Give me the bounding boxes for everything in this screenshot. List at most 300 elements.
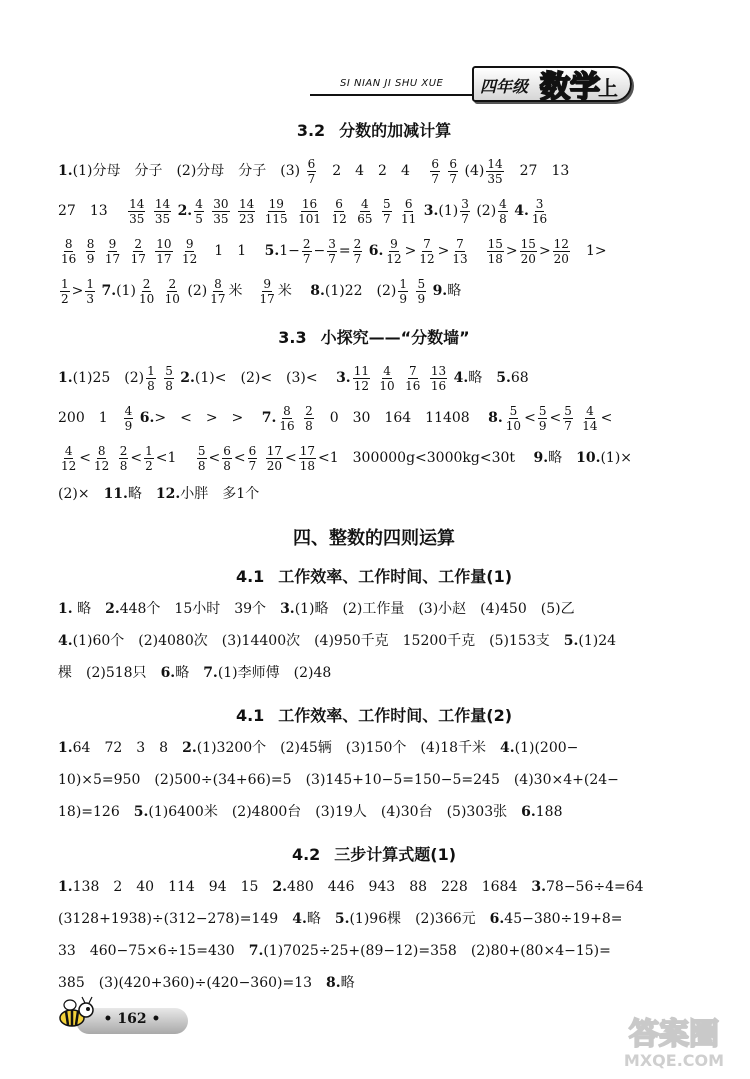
question-number: 6. (521, 804, 536, 820)
answer-text: 27 13 (505, 163, 570, 179)
answer-text: 7 (382, 211, 391, 226)
answer-text: 棵 (2)518只 (58, 665, 161, 681)
question-number: 9. (432, 283, 448, 299)
answer-text: 115 (264, 211, 288, 226)
answer-text: 18 (299, 458, 315, 473)
fraction (307, 157, 317, 186)
answer-text: 10 (138, 291, 155, 306)
answer-text: 12 (386, 251, 402, 266)
answer-text: 17 (130, 251, 146, 266)
section-title (58, 564, 690, 587)
answer-text: 米 (277, 283, 306, 299)
answer-line (58, 231, 690, 271)
page-number: • 162 • (103, 1011, 161, 1027)
answer-text: 7 (461, 211, 469, 226)
answer-text: 10 (164, 291, 180, 306)
answer-text: 14 (239, 196, 255, 211)
question-number: 8. (326, 975, 341, 991)
answer-text: 1 (147, 363, 155, 378)
question-number: 2. (180, 370, 195, 386)
question-number: 1. (58, 370, 73, 386)
watermark-logo (606, 1008, 742, 1072)
answer-text: 188 (535, 804, 563, 820)
answer-text: 0 30 164 11408 (315, 410, 484, 426)
answer-content (58, 118, 690, 999)
fraction (194, 197, 204, 226)
answer-text: > < > > (154, 410, 258, 426)
question-number: 5. (133, 804, 149, 820)
question-number: 5. (563, 633, 579, 649)
answer-text: 18)=126 (58, 804, 134, 820)
answer-text: (1)6400米 (2)4800台 (3)19人 (4)30台 (5)303张 (148, 804, 522, 820)
fraction (60, 277, 70, 306)
answer-text: 略 (548, 450, 577, 466)
fraction (119, 444, 129, 473)
question-number: 4. (453, 370, 469, 386)
fraction (209, 277, 226, 306)
question-number: 8. (310, 283, 325, 299)
answer-text: (1)(200− (514, 740, 579, 756)
answer-text: (1)分母 分子 (2)分母 分子 (3) (72, 163, 301, 179)
answer-text: 7 (564, 418, 572, 433)
answer-text: (2)× (58, 486, 104, 502)
answer-text: 6 (431, 156, 439, 171)
answer-text: 15 (520, 236, 536, 251)
answer-text: 4.2 (291, 845, 321, 864)
fraction (353, 237, 363, 266)
fraction (498, 197, 508, 226)
answer-text: 1 (86, 276, 95, 291)
answer-text: 13 (452, 251, 468, 266)
question-number: 1. (58, 879, 73, 895)
answer-text: 8 (64, 236, 73, 251)
answer-text: (1)96棵 (2)366元 (349, 911, 490, 927)
answer-text: (1)李师傅 (2)48 (217, 665, 332, 681)
fraction (164, 277, 181, 306)
fraction (93, 444, 110, 473)
fraction (222, 444, 232, 473)
question-number: 4. (58, 633, 73, 649)
answer-text: 4.1 (235, 567, 265, 586)
answer-text: 7 (353, 251, 362, 266)
answer-text: < (130, 450, 143, 466)
answer-text: 略 (72, 601, 106, 617)
answer-text: 15 (487, 236, 503, 251)
answer-text: 17 (266, 443, 282, 458)
answer-text: 5 (509, 403, 518, 418)
answer-text: 4.1 (235, 706, 265, 725)
answer-text: 三步计算式题(1) (334, 845, 457, 864)
fraction (418, 237, 435, 266)
fraction (448, 157, 458, 186)
answer-text: 9 (185, 236, 194, 251)
answer-text: 1− (279, 243, 300, 259)
bee-icon (58, 996, 96, 1028)
question-number: 3. (423, 203, 439, 219)
fraction (86, 237, 96, 266)
answer-line (58, 903, 690, 935)
answer-text: 17 (299, 443, 315, 458)
answer-text: 17 (156, 251, 172, 266)
fraction (130, 237, 147, 266)
answer-text: 19 (268, 196, 284, 211)
answer-text: 12 (61, 458, 77, 473)
answer-text: 2 (145, 458, 153, 473)
answer-text: 3.2 (296, 121, 326, 140)
fraction (264, 197, 289, 226)
answer-text: 8 (499, 211, 507, 226)
answer-text: 14 (154, 196, 171, 211)
answer-line (58, 593, 690, 625)
answer-text: 27 13 (58, 203, 122, 219)
question-number: 11. (103, 486, 128, 502)
fraction (430, 364, 447, 393)
fraction (505, 404, 522, 433)
answer-text: > (404, 243, 417, 259)
answer-line (58, 657, 690, 689)
answer-text: 9 (538, 418, 547, 433)
fraction (60, 444, 77, 473)
fraction (155, 237, 172, 266)
answer-text: 3 (535, 196, 544, 211)
answer-text: 8 (214, 276, 222, 291)
answer-text: 9 (263, 276, 271, 291)
answer-text: 3.3 (278, 328, 307, 347)
question-number: 6. (489, 911, 505, 927)
answer-text: 138 2 40 114 94 15 (72, 879, 273, 895)
answer-text: 12 (419, 251, 435, 266)
answer-text: (1)60个 (2)4080次 (3)14400次 (4)950千克 15200千克 (5)153支 (72, 633, 564, 649)
answer-text: < (284, 450, 297, 466)
answer-line (58, 796, 690, 828)
answer-text: 10 (156, 236, 172, 251)
answer-text: 9 (86, 251, 95, 266)
answer-text: 1 (61, 276, 69, 291)
answer-text: 23 (239, 211, 255, 226)
answer-text: 8 (86, 236, 95, 251)
answer-text: > (71, 283, 84, 299)
answer-text: 18 (487, 251, 503, 266)
fraction (138, 277, 155, 306)
question-number: 9. (533, 450, 549, 466)
svg-text:MXQE.COM: MXQE.COM (623, 1051, 725, 1070)
question-number: 7. (203, 665, 218, 681)
answer-text: 小胖 多1个 (180, 486, 260, 502)
answer-line (58, 625, 690, 657)
answer-text: 7 (431, 171, 439, 186)
fraction (266, 444, 283, 473)
answer-text: 2 4 2 4 (318, 163, 424, 179)
answer-text: < (600, 410, 613, 426)
answer-text: 16 (430, 378, 447, 393)
answer-text: 4 (124, 403, 133, 418)
answer-text: 略 (447, 283, 462, 299)
fraction (430, 157, 440, 186)
header-badge (472, 66, 632, 105)
answer-text: 12 (353, 378, 369, 393)
answer-text: 6 (335, 196, 343, 211)
question-number: 2. (177, 203, 193, 219)
fraction (104, 237, 121, 266)
answer-text: 5 (538, 403, 547, 418)
answer-text: < (79, 450, 92, 466)
answer-text: (1)24 (578, 633, 617, 649)
answer-text: 9 (390, 236, 398, 251)
fraction (248, 444, 258, 473)
fraction (330, 197, 347, 226)
answer-text: 5 (195, 211, 203, 226)
fraction (259, 277, 276, 306)
fraction (400, 197, 417, 226)
answer-text: 12 (553, 236, 569, 251)
answer-text: 5 (165, 363, 173, 378)
answer-text: 68 (510, 370, 529, 386)
answer-text: 7 (456, 236, 464, 251)
answer-text: 9 (124, 418, 133, 433)
question-number: 10. (576, 450, 601, 466)
section-title (58, 325, 690, 348)
question-number: 5. (496, 370, 511, 386)
answer-text: 4 (64, 443, 73, 458)
answer-text: (1) (438, 203, 459, 219)
fraction (378, 364, 395, 393)
answer-text: 4 (499, 196, 507, 211)
answer-text: 1 (399, 276, 408, 291)
answer-text: (1)略 (2)工作量 (3)小赵 (4)450 (5)乙 (294, 601, 575, 617)
fraction (531, 197, 548, 226)
answer-text: 4 (361, 196, 369, 211)
question-number: 6. (160, 665, 176, 681)
answer-line (58, 935, 690, 967)
answer-text: 17 (210, 291, 226, 306)
fraction (487, 237, 504, 266)
answer-text: 8 (97, 443, 106, 458)
answer-text: <1 (155, 450, 191, 466)
fraction (164, 364, 174, 393)
answer-text: 9 (399, 291, 408, 306)
answer-line (58, 478, 690, 510)
answer-text: 8 (165, 378, 173, 393)
answer-text (471, 243, 485, 259)
answer-text: 45−380÷19+8= (504, 911, 623, 927)
answer-text: 16 (531, 211, 548, 226)
answer-text: 2 (61, 291, 69, 306)
answer-text: 35 (213, 211, 229, 226)
answer-line (58, 438, 690, 478)
answer-text: 4 (586, 403, 594, 418)
answer-text: 35 (487, 171, 503, 186)
answer-text: 101 (298, 211, 322, 226)
fraction (398, 277, 408, 306)
answer-text: 35 (154, 211, 171, 226)
fraction (144, 444, 154, 473)
fraction (404, 364, 421, 393)
answer-line (58, 871, 690, 903)
fraction (302, 237, 312, 266)
page-header (0, 56, 750, 116)
fraction (553, 237, 570, 266)
answer-text: 2 (302, 236, 311, 251)
fraction (520, 237, 537, 266)
answer-text: > (538, 243, 551, 259)
answer-text: 9 (108, 236, 117, 251)
answer-text: 7 (328, 251, 336, 266)
section-title (58, 842, 690, 865)
answer-line (58, 967, 690, 999)
answer-text: 7 (408, 363, 417, 378)
answer-line (58, 398, 690, 438)
answer-text: 3 (86, 291, 95, 306)
answer-text: 14 (129, 196, 145, 211)
answer-text: 6 (223, 443, 231, 458)
answer-text: 7 (423, 236, 431, 251)
fraction (385, 237, 402, 266)
answer-text: 20 (266, 458, 282, 473)
question-number: 3. (280, 601, 295, 617)
answer-text: 200 1 (58, 410, 122, 426)
fraction (85, 277, 95, 306)
answer-text: 16 (279, 418, 295, 433)
answer-text: 11 (401, 211, 417, 226)
fraction (353, 364, 370, 393)
answer-text: 1 1 (200, 243, 261, 259)
answer-text: 78−56÷4=64 (546, 879, 644, 895)
answer-text: 10 (505, 418, 522, 433)
fraction (212, 197, 229, 226)
question-number: 1. (58, 163, 73, 179)
question-number: 12. (155, 486, 181, 502)
answer-text: 6 (449, 156, 458, 171)
answer-text: 4 (383, 363, 391, 378)
answer-text: 65 (357, 211, 373, 226)
answer-text: > (437, 243, 450, 259)
answer-text: 略 (468, 370, 497, 386)
question-number: 4. (500, 740, 515, 756)
answer-text: 略 (306, 911, 335, 927)
fraction (563, 404, 573, 433)
answer-text: 448个 15小时 39个 (119, 601, 281, 617)
answer-text: 11 (353, 363, 369, 378)
answer-text: 8 (223, 458, 231, 473)
question-number: 5. (334, 911, 350, 927)
question-number: 4. (514, 203, 529, 219)
answer-text: 6 (307, 156, 316, 171)
answer-text: 略 (340, 975, 355, 991)
fraction (451, 237, 468, 266)
fraction (181, 237, 198, 266)
answer-text: 8 (119, 458, 128, 473)
answer-text: 略 (175, 665, 204, 681)
answer-text: 3 (461, 196, 469, 211)
header-grade: 四年级 (480, 77, 529, 96)
answer-text: 工作效率、工作时间、工作量(2) (278, 706, 513, 725)
fraction (124, 404, 134, 433)
answer-text: 5 (197, 443, 206, 458)
answer-text: 4 (195, 196, 203, 211)
answer-text: < (549, 410, 562, 426)
answer-line (58, 732, 690, 764)
answer-text: 5 (564, 403, 572, 418)
question-number: 2. (182, 740, 197, 756)
answer-text: 8 (147, 378, 155, 393)
answer-text: 10)×5=950 (2)500÷(34+66)=5 (3)145+10−5=150−5=245 (4)30×4+(24− (58, 772, 619, 788)
answer-line (58, 271, 690, 311)
answer-text: 12 (94, 458, 110, 473)
answer-text: (1)3200个 (2)45辆 (3)150个 (4)18千米 (196, 740, 501, 756)
answer-text: 5 (382, 196, 391, 211)
answer-text: 64 72 3 8 (72, 740, 183, 756)
answer-line (58, 191, 690, 231)
answer-text: 9 (417, 291, 426, 306)
answer-text: = (338, 243, 351, 259)
answer-text: (4) (464, 163, 485, 179)
answer-text: 米 (228, 283, 257, 299)
answer-text: 385 (3)(420+360)÷(420−360)=13 (58, 975, 327, 991)
answer-text: (1)7025÷25+(89−12)=358 (2)80+(80×4−15)= (263, 943, 611, 959)
svg-text:答案圈: 答案圈 (629, 1017, 719, 1052)
answer-text: <1 300000g<3000kg<30t (318, 450, 530, 466)
fraction (297, 197, 322, 226)
section-title (58, 118, 690, 141)
answer-text: > (505, 243, 518, 259)
question-number: 6. (139, 410, 155, 426)
answer-text: 分数的加减计算 (339, 121, 452, 140)
answer-text: 16 (61, 251, 77, 266)
answer-text: 工作效率、工作时间、工作量(1) (278, 567, 513, 586)
answer-text: 7 (307, 171, 316, 186)
answer-text: < (208, 450, 221, 466)
fraction (581, 404, 598, 433)
answer-text: (1)× (600, 450, 633, 466)
answer-text: (1)25 (2) (72, 370, 145, 386)
answer-text: 5 (417, 276, 426, 291)
question-number: 3. (336, 370, 351, 386)
answer-text: − (313, 243, 326, 259)
header-pinyin: SI NIAN JI SHU XUE (340, 78, 444, 89)
answer-text: 2 (134, 236, 143, 251)
answer-text: (1)22 (2) (324, 283, 397, 299)
fraction (197, 444, 207, 473)
answer-text: 480 446 943 88 228 1684 (287, 879, 532, 895)
page-footer (58, 996, 188, 1036)
fraction (460, 197, 470, 226)
answer-line (58, 764, 690, 796)
header-rule (310, 94, 472, 96)
answer-text: 2 (142, 276, 151, 291)
answer-text: 30 (213, 196, 229, 211)
answer-text: (1) (116, 283, 136, 299)
question-number: 3. (531, 879, 547, 895)
question-number: 1. (58, 740, 73, 756)
fraction (304, 404, 314, 433)
answer-text: 小探究——“分数墙” (320, 328, 470, 347)
answer-text: 20 (520, 251, 536, 266)
fraction (146, 364, 156, 393)
question-number: 4. (292, 911, 307, 927)
header-volume: 上 (598, 76, 618, 100)
fraction (128, 197, 145, 226)
question-number: 2. (105, 601, 120, 617)
answer-text: (2) (476, 203, 497, 219)
answer-text: 2 (305, 403, 313, 418)
answer-text: 20 (553, 251, 569, 266)
answer-text: 1 (145, 443, 153, 458)
answer-text: 7 (302, 251, 311, 266)
question-number: 7. (101, 283, 117, 299)
question-number: 1. (58, 601, 73, 617)
question-number: 2. (272, 879, 288, 895)
answer-text: 17 (259, 291, 275, 306)
